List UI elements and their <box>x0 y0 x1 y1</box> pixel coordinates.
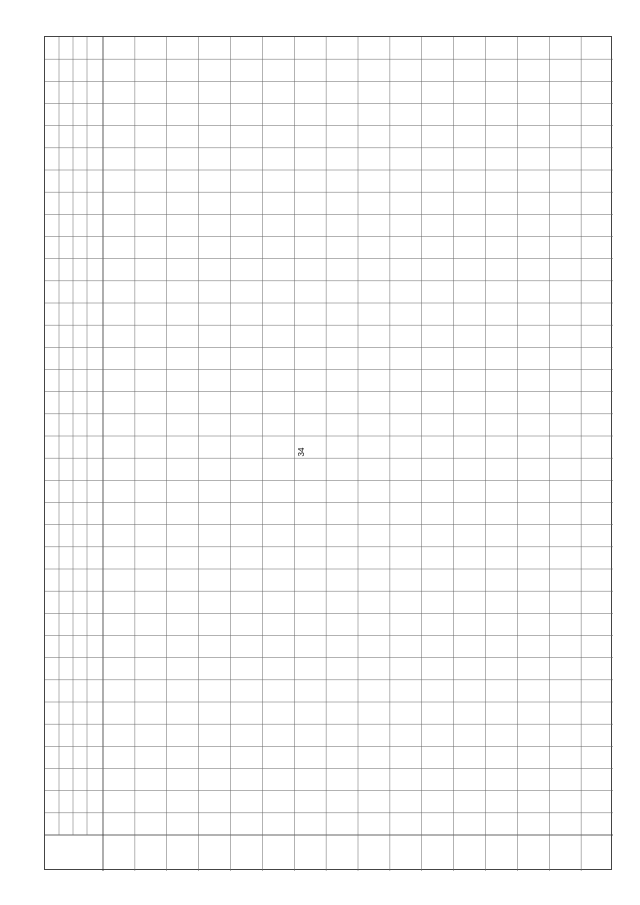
table-grid <box>45 37 613 871</box>
page-number: 34 <box>297 447 306 457</box>
rotated-data-table <box>44 36 612 870</box>
